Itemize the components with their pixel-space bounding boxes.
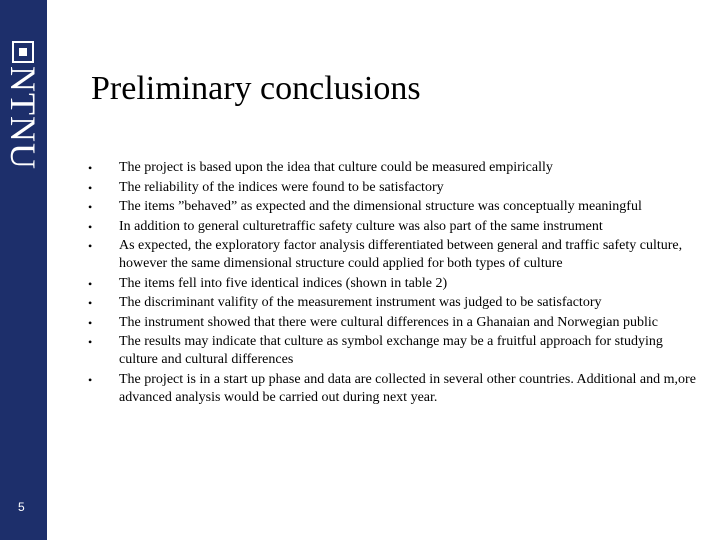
list-item: • The items fell into five identical indices (shown in table 2) <box>88 275 698 293</box>
list-item: • As expected, the exploratory factor analysis differentiated between general and traffic safety culture, however the same dimensional structure could applied for both types of culture <box>88 237 698 273</box>
sidebar <box>0 0 47 540</box>
list-item: • The reliability of the indices were found to be satisfactory <box>88 179 698 197</box>
list-item: • The project is based upon the idea that culture could be measured empirically <box>88 159 698 177</box>
list-item: • The results may indicate that culture as symbol exchange may be a fruitful approach for studying culture and cultural differences <box>88 333 698 369</box>
list-item: • The project is in a start up phase and data are collected in several other countries. Additional and m,ore advanced analysis would be carried out during next year. <box>88 371 698 407</box>
list-item: • In addition to general culturetraffic safety culture was also part of the same instrument <box>88 218 698 236</box>
list-item: • The discriminant valifity of the measurement instrument was judged to be satisfactory <box>88 294 698 312</box>
page-title: Preliminary conclusions <box>91 70 421 107</box>
ntnu-logo-icon <box>12 41 34 63</box>
page-number: 5 <box>18 500 25 514</box>
list-item: • The items ”behaved” as expected and the dimensional structure was conceptually meaningful <box>88 198 698 216</box>
logo-text: NTNU <box>3 66 43 170</box>
list-item: • The instrument showed that there were cultural differences in a Ghanaian and Norwegian public <box>88 314 698 332</box>
bullet-list <box>88 159 698 408</box>
